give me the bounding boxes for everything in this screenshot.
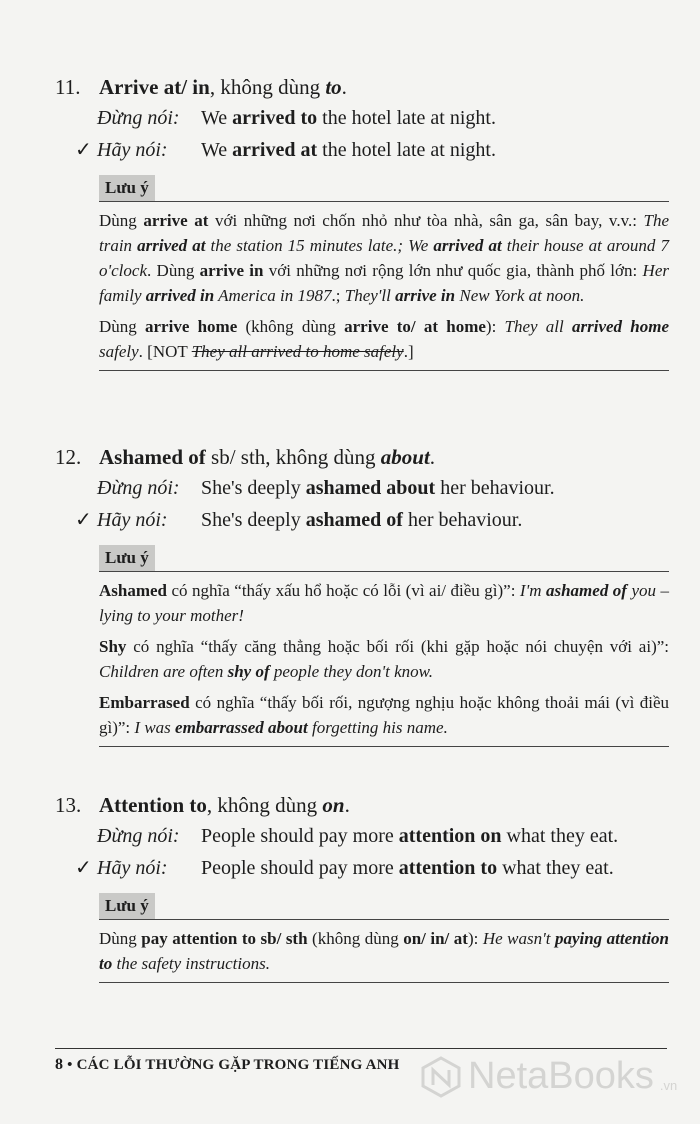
- struck-example: They all arrived to home safely: [191, 342, 404, 361]
- brand-suffix: .vn: [659, 1078, 678, 1093]
- check-icon: ✓: [75, 509, 92, 531]
- wrong-example: [55, 103, 670, 134]
- note-paragraph: Embarrased có nghĩa “thấy bối rối, ngượng nghịu hoặc không thoải mái (vì điều gì)”: I was embarrassed about forgetting his name.: [99, 693, 669, 737]
- wrong-sentence: She's deeply ashamed about her behaviour.: [201, 477, 555, 499]
- entry-number: 12.: [55, 445, 82, 469]
- heading-end: .: [344, 793, 350, 817]
- entry-number: 11.: [55, 75, 81, 99]
- correct-example: [55, 505, 670, 536]
- wrong-label: Đừng nói:: [97, 477, 180, 499]
- wrong-sentence: People should pay more attention on what they eat.: [201, 825, 619, 847]
- correct-sentence: We arrived at the hotel late at night.: [201, 139, 496, 161]
- wrong-example: [55, 821, 670, 852]
- heading-end: .: [341, 75, 347, 99]
- netabooks-watermark: [420, 1055, 677, 1098]
- correct-example: [55, 853, 670, 884]
- entry-heading: [55, 72, 670, 102]
- note-label: Lưu ý: [99, 545, 155, 571]
- heading-keyword: on: [322, 793, 345, 817]
- note-paragraph: Dùng arrive at với những nơi chốn nhỏ như tòa nhà, sân ga, sân bay, v.v.: The train arrived at the station 15 minutes late.; We arrived at their house at around 7 o'clock. Dùng arrive in với những nơi rộng lớn như quốc gia, thành phố lớn: Her family arrived in America in 1987.; They'll arrive in New York at noon.: [99, 211, 669, 305]
- wrong-sentence: We arrived to the hotel late at night.: [201, 107, 496, 129]
- entry-number: 13.: [55, 793, 82, 817]
- page-number: 8: [55, 1056, 64, 1073]
- correct-example: [55, 135, 670, 166]
- page-footer: [55, 1056, 400, 1074]
- footer-bullet: •: [63, 1057, 77, 1073]
- note-box: [99, 919, 669, 983]
- heading-text: sb/ sth, không dùng: [205, 445, 381, 469]
- note-paragraph: Dùng pay attention to sb/ sth (không dùng on/ in/ at): He wasn't paying attention to the safety instructions.: [99, 929, 670, 973]
- correct-label: Hãy nói:: [97, 139, 168, 161]
- wrong-label: Đừng nói:: [97, 825, 180, 847]
- note-paragraph: Shy có nghĩa “thấy căng thẳng hoặc bối rối (khi gặp hoặc nói chuyện với ai)”: Children are often shy of people they don't know.: [99, 637, 669, 681]
- entry-11: [55, 72, 670, 371]
- heading-keyword: to: [325, 75, 342, 99]
- heading-text: , không dùng: [206, 793, 323, 817]
- netabooks-logo-icon: [420, 1056, 462, 1098]
- heading-keyword: about: [380, 445, 430, 469]
- note-label: Lưu ý: [99, 175, 155, 201]
- note-box: [99, 571, 669, 747]
- entry-heading: [55, 442, 670, 472]
- check-icon: ✓: [75, 857, 92, 879]
- correct-sentence: People should pay more attention to what they eat.: [201, 857, 614, 879]
- note-paragraph: Ashamed có nghĩa “thấy xấu hổ hoặc có lỗi (vì ai/ điều gì)”: I'm ashamed of you – lying to your mother!: [99, 581, 670, 625]
- heading-end: .: [429, 445, 436, 469]
- correct-label: Hãy nói:: [97, 509, 168, 531]
- heading-phrase: Arrive at/ in: [99, 75, 210, 99]
- wrong-label: Đừng nói:: [97, 107, 180, 129]
- heading-phrase: Attention to: [99, 793, 207, 817]
- wrong-example: [55, 473, 670, 504]
- note-paragraph: Dùng arrive home (không dùng arrive to/ at home): They all arrived home safely. [NOT They all arrived to home safely.]: [99, 317, 669, 361]
- footer-rule: [55, 1048, 667, 1049]
- heading-text: , không dùng: [209, 75, 326, 99]
- entry-13: [55, 790, 670, 983]
- note-label: Lưu ý: [99, 893, 155, 919]
- heading-phrase: Ashamed of: [99, 445, 206, 469]
- correct-sentence: She's deeply ashamed of her behaviour.: [201, 509, 523, 531]
- entry-12: [55, 442, 670, 747]
- correct-label: Hãy nói:: [97, 857, 168, 879]
- brand-name: NetaBooks: [468, 1055, 654, 1097]
- note-box: [99, 201, 669, 371]
- entry-heading: [55, 790, 670, 820]
- book-title: CÁC LỖI THƯỜNG GẶP TRONG TIẾNG ANH: [76, 1057, 400, 1073]
- check-icon: ✓: [75, 139, 92, 161]
